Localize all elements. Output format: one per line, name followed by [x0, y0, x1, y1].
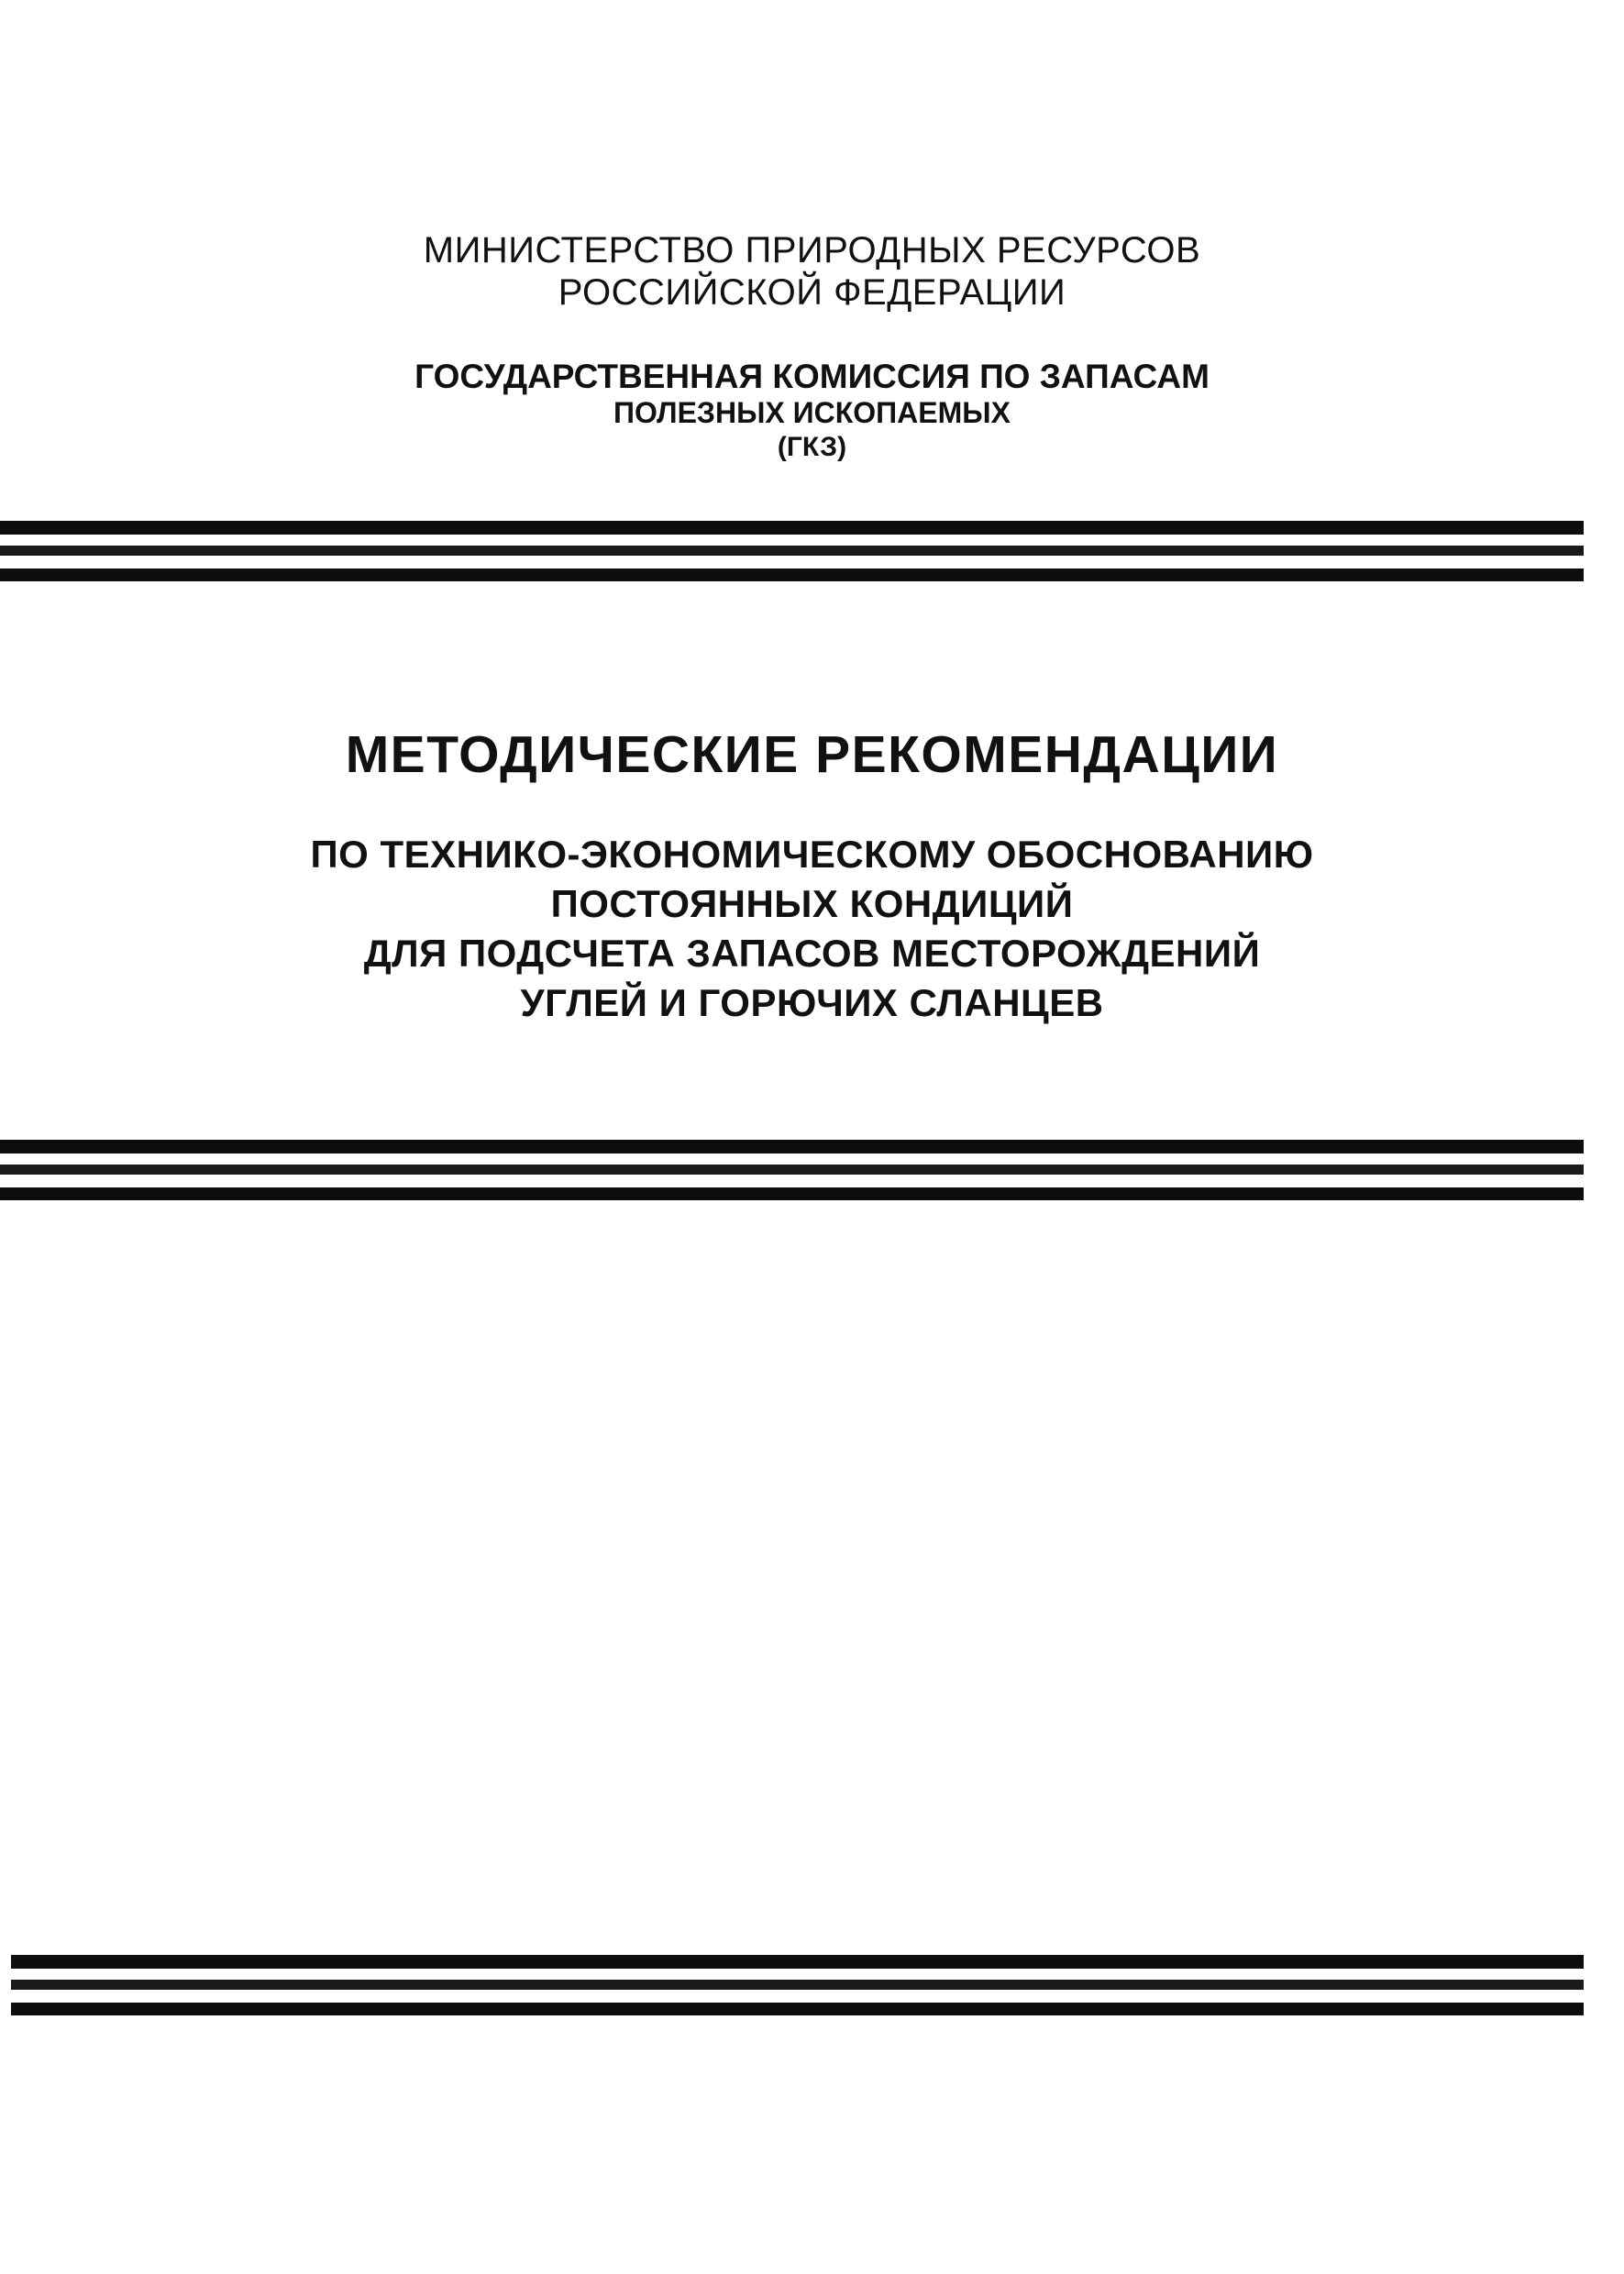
- stripe: [0, 1165, 1584, 1175]
- commission-line-2: ПОЛЕЗНЫХ ИСКОПАЕМЫХ: [613, 396, 1011, 429]
- stripe: [0, 568, 1584, 581]
- subtitle-line-4: УГЛЕЙ И ГОРЮЧИХ СЛАНЦЕВ: [520, 981, 1104, 1024]
- commission-line-1: ГОСУДАРСТВЕННАЯ КОМИССИЯ ПО ЗАПАСАМ: [414, 358, 1210, 395]
- subtitle-line-3: ДЛЯ ПОДСЧЕТА ЗАПАСОВ МЕСТОРОЖДЕНИЙ: [363, 932, 1261, 975]
- decorative-stripes-top: [0, 521, 1584, 585]
- commission-heading: [0, 358, 1624, 466]
- stripe: [0, 1140, 1584, 1154]
- subtitle-line-1: ПО ТЕХНИКО-ЭКОНОМИЧЕСКОМУ ОБОСНОВАНИЮ: [310, 833, 1314, 876]
- subtitle-line-2: ПОСТОЯННЫХ КОНДИЦИЙ: [550, 882, 1074, 925]
- document-title: МЕТОДИЧЕСКИЕ РЕКОМЕНДАЦИИ: [345, 725, 1279, 784]
- decorative-stripes-bottom: [11, 1955, 1584, 2019]
- stripe: [0, 1187, 1584, 1200]
- stripe: [11, 2003, 1584, 2015]
- document-subtitle: [0, 830, 1624, 1028]
- stripe: [11, 1980, 1584, 1990]
- stripe: [11, 1955, 1584, 1969]
- ministry-line-2: РОССИЙСКОЙ ФЕДЕРАЦИИ: [558, 272, 1066, 313]
- stripe: [0, 546, 1584, 556]
- ministry-line-1: МИНИСТЕРСТВО ПРИРОДНЫХ РЕСУРСОВ: [423, 230, 1201, 270]
- stripe: [0, 521, 1584, 535]
- decorative-stripes-middle: [0, 1140, 1584, 1204]
- ministry-heading: [0, 229, 1624, 314]
- commission-abbreviation: (ГКЗ): [777, 432, 847, 462]
